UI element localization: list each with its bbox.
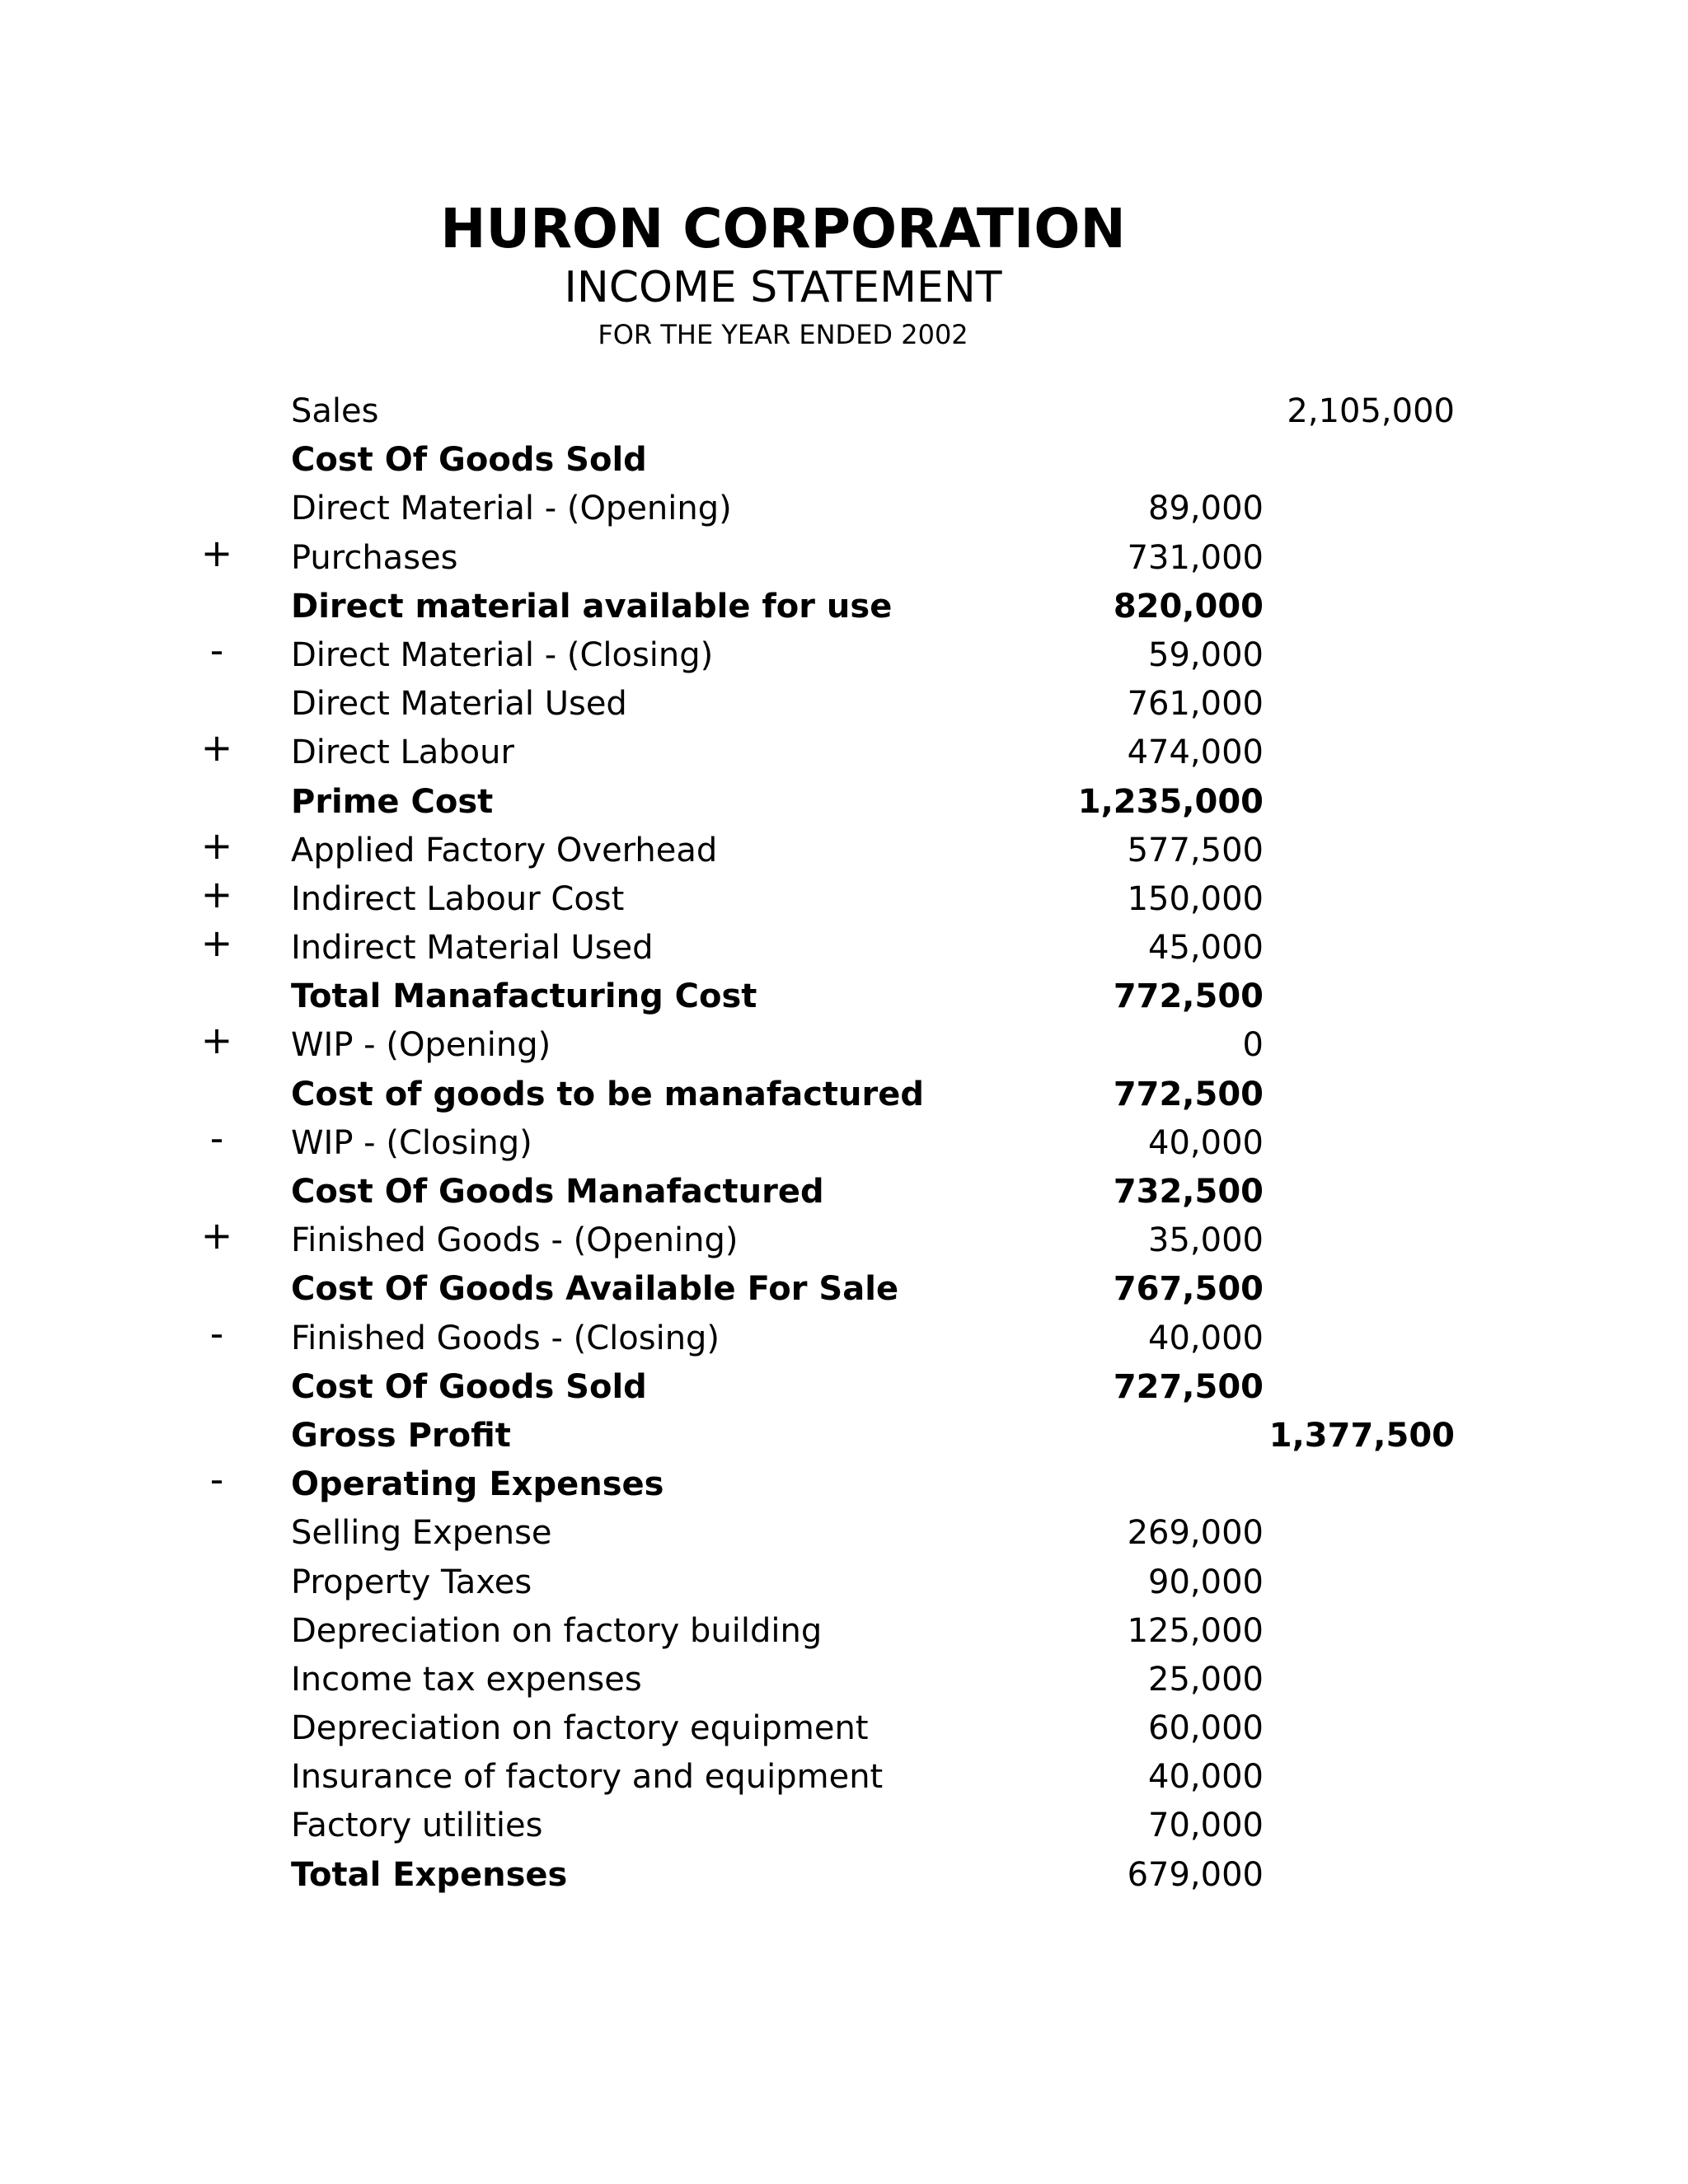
row-amount: 820,000: [1113, 587, 1264, 626]
row-amount: 761,000: [1127, 685, 1264, 724]
statement-row: [0, 778, 1688, 827]
row-amount: 90,000: [1148, 1563, 1264, 1601]
row-amount: 70,000: [1148, 1807, 1264, 1845]
row-label: Cost of goods to be manafactured: [291, 1075, 925, 1113]
row-sign: +: [200, 871, 233, 916]
row-label: Indirect Material Used: [291, 929, 654, 968]
row-amount: 731,000: [1127, 538, 1264, 577]
row-sign: -: [209, 1115, 224, 1160]
row-amount: 45,000: [1148, 929, 1264, 968]
row-label: Sales: [291, 392, 379, 430]
row-amount: 35,000: [1148, 1221, 1264, 1260]
row-label: Operating Expenses: [291, 1465, 664, 1504]
statement-row: [0, 823, 1688, 875]
row-amount: 767,500: [1113, 1270, 1264, 1309]
row-amount: 0: [1242, 1026, 1264, 1065]
row-amount: 150,000: [1127, 879, 1264, 918]
row-label: Total Manafacturing Cost: [291, 977, 757, 1016]
row-label: Cost Of Goods Manafactured: [291, 1173, 824, 1211]
statement-row: [0, 1115, 1688, 1168]
row-total: 1,377,500: [1268, 1416, 1455, 1455]
row-amount: 772,500: [1113, 1075, 1264, 1113]
row-label: Direct Material Used: [291, 685, 627, 724]
row-amount: 40,000: [1148, 1319, 1264, 1357]
statement-row: [0, 871, 1688, 924]
row-label: Finished Goods - (Opening): [291, 1221, 738, 1260]
row-amount: 125,000: [1127, 1611, 1264, 1650]
row-amount: 40,000: [1148, 1758, 1264, 1797]
statement-row: [0, 1802, 1688, 1850]
row-label: Purchases: [291, 538, 458, 577]
row-label: WIP - (Closing): [291, 1123, 532, 1162]
row-amount: 60,000: [1148, 1709, 1264, 1748]
statement-row: [0, 1509, 1688, 1558]
income-statement-table: [0, 387, 1688, 1900]
statement-title: INCOME STATEMENT: [564, 263, 1002, 312]
row-label: Direct Material - (Closing): [291, 635, 714, 674]
statement-row: [0, 1018, 1688, 1070]
statement-row: [0, 387, 1688, 436]
row-sign: +: [200, 921, 233, 966]
row-amount: 679,000: [1127, 1855, 1264, 1894]
row-label: Cost Of Goods Sold: [291, 441, 647, 480]
statement-row: [0, 1168, 1688, 1216]
statement-row: [0, 1656, 1688, 1704]
statement-row: [0, 1753, 1688, 1802]
row-label: Depreciation on factory equipment: [291, 1709, 869, 1748]
statement-row: [0, 485, 1688, 533]
row-label: Cost Of Goods Available For Sale: [291, 1270, 899, 1309]
row-label: Insurance of factory and equipment: [291, 1758, 884, 1797]
statement-row: [0, 1071, 1688, 1119]
statement-row: [0, 1607, 1688, 1656]
row-label: Applied Factory Overhead: [291, 831, 718, 869]
row-label: Direct Labour: [291, 733, 514, 772]
statement-row: [0, 1412, 1688, 1460]
row-label: Total Expenses: [291, 1855, 568, 1894]
row-sign: -: [209, 627, 224, 673]
row-label: Cost Of Goods Sold: [291, 1367, 647, 1406]
row-amount: 89,000: [1148, 490, 1264, 528]
statement-row: [0, 583, 1688, 631]
row-amount: 727,500: [1113, 1367, 1264, 1406]
row-amount: 40,000: [1148, 1123, 1264, 1162]
row-sign: +: [200, 725, 233, 771]
row-sign: -: [209, 1310, 224, 1356]
row-label: Direct material available for use: [291, 587, 893, 626]
row-label: Direct Material - (Opening): [291, 490, 732, 528]
row-amount: 474,000: [1127, 733, 1264, 772]
row-label: Gross Profit: [291, 1416, 511, 1455]
statement-row: [0, 680, 1688, 729]
row-total: 2,105,000: [1287, 392, 1455, 430]
statement-row: [0, 972, 1688, 1021]
row-label: Factory utilities: [291, 1807, 543, 1845]
row-sign: +: [200, 823, 233, 868]
row-label: Indirect Labour Cost: [291, 879, 625, 918]
row-amount: 772,500: [1113, 977, 1264, 1016]
company-name: HURON CORPORATION: [440, 197, 1126, 260]
statement-row: [0, 627, 1688, 680]
row-label: Selling Expense: [291, 1514, 552, 1553]
row-label: Property Taxes: [291, 1563, 532, 1601]
row-label: Prime Cost: [291, 782, 494, 821]
row-label: Depreciation on factory building: [291, 1611, 823, 1650]
row-sign: +: [200, 1018, 233, 1063]
row-amount: 269,000: [1127, 1514, 1264, 1553]
statement-row: [0, 530, 1688, 583]
statement-row: [0, 1265, 1688, 1314]
row-amount: 25,000: [1148, 1660, 1264, 1699]
statement-row: [0, 1851, 1688, 1900]
statement-row: [0, 1310, 1688, 1363]
row-label: Finished Goods - (Closing): [291, 1319, 720, 1357]
statement-period: FOR THE YEAR ENDED 2002: [598, 319, 968, 350]
row-amount: 59,000: [1148, 635, 1264, 674]
row-amount: 732,500: [1113, 1173, 1264, 1211]
statement-row: [0, 1704, 1688, 1753]
row-sign: +: [200, 1213, 233, 1258]
row-label: WIP - (Opening): [291, 1026, 551, 1065]
statement-row: [0, 921, 1688, 972]
statement-row: [0, 725, 1688, 777]
statement-row: [0, 436, 1688, 485]
row-label: Income tax expenses: [291, 1660, 642, 1699]
statement-row: [0, 1457, 1688, 1509]
row-sign: +: [200, 530, 233, 575]
row-amount: 577,500: [1127, 831, 1264, 869]
row-amount: 1,235,000: [1077, 782, 1264, 821]
statement-row: [0, 1363, 1688, 1412]
statement-row: [0, 1558, 1688, 1607]
statement-row: [0, 1213, 1688, 1265]
row-sign: -: [209, 1457, 224, 1502]
